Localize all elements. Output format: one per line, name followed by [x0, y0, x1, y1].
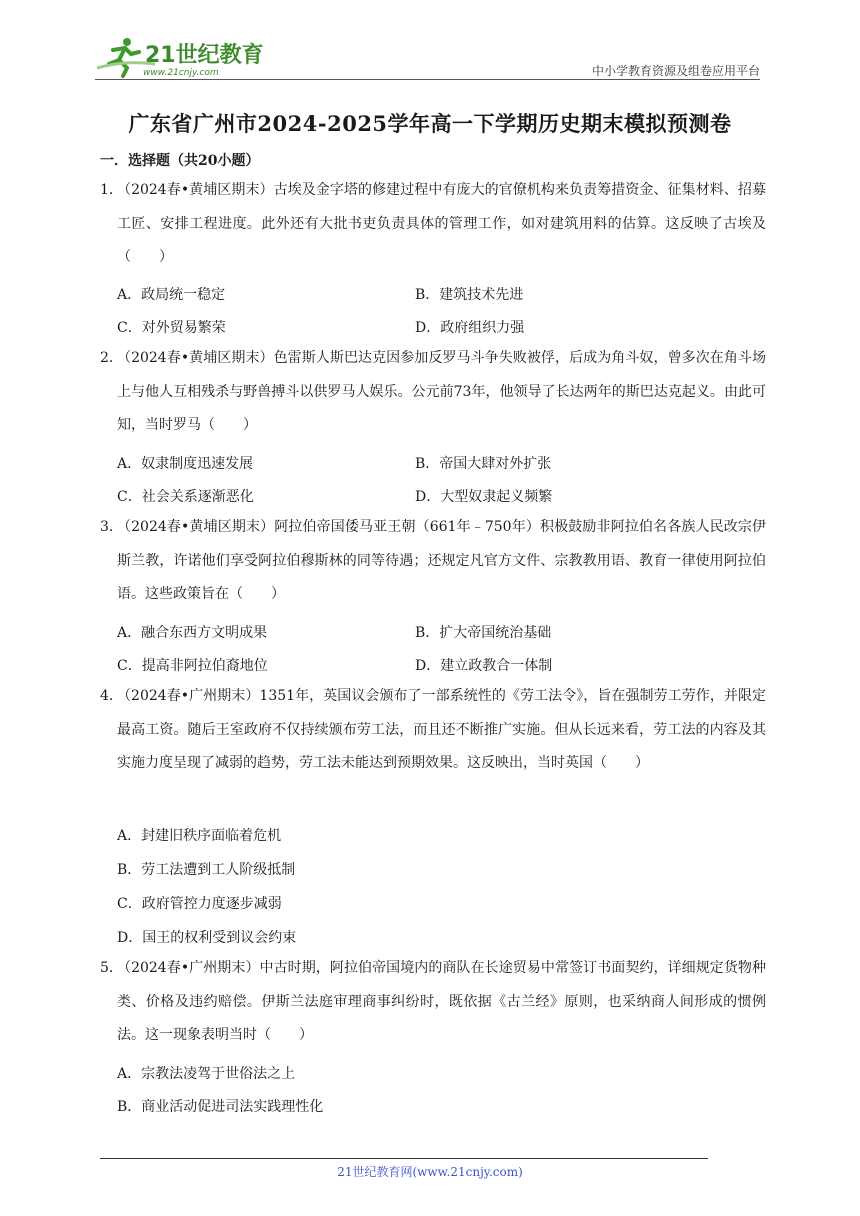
question-number: 3．: [100, 519, 123, 535]
logo-21cnjy: [95, 34, 265, 78]
option-a: A．政局统一稳定: [117, 287, 226, 303]
section-heading: 一．选择题（共20小题）: [100, 153, 260, 169]
question-stem: （2024春•广州期末）中古时期，阿拉伯帝国境内的商队在长途贸易中常签订书面契约，详细规定货物种类、价格及违约赔偿。伊斯兰法庭审理商事纠纷时，既依据《古兰经》原则，也采纳商人间形成的惯例法。这一现象表明当时（ ）: [117, 960, 766, 1043]
option-d: D．大型奴隶起义频繁: [415, 489, 553, 505]
option-b: B．劳工法遭到工人阶级抵制: [117, 862, 296, 878]
option-d: D．国王的权利受到议会约束: [117, 930, 297, 946]
question-5: [100, 952, 766, 1053]
platform-name: 中小学教育资源及组卷应用平台: [591, 64, 760, 78]
question-number: 5．: [100, 960, 123, 976]
page-title: 广东省广州市2024-2025学年高一下学期历史期末模拟预测卷: [128, 111, 732, 136]
question-stem: （2024春•黄埔区期末）古埃及金字塔的修建过程中有庞大的官僚机构来负责筹措资金、征集材料、招募工匠、安排工程进度。此外还有大批书吏负责具体的管理工作，如对建筑用料的估算。这反映了古埃及（ ）: [117, 182, 766, 265]
question-stem: （2024春•广州期末）1351年，英国议会颁布了一部系统性的《劳工法令》，旨在强制劳工劳作，并限定最高工资。随后王室政府不仅持续颁布劳工法，而且还不断推广实施。但从长远来看，劳工法的内容及其实施力度呈现了减弱的趋势，劳工法未能达到预期效果。这反映出，当时英国（ ）: [117, 688, 766, 771]
question-4: [100, 680, 766, 781]
question-number: 4．: [100, 688, 123, 704]
question-number: 2．: [100, 350, 123, 366]
page-header: [95, 30, 760, 82]
svg-text:www.21cnjy.com: www.21cnjy.com: [143, 68, 219, 78]
option-b: B．商业活动促进司法实践理性化: [117, 1099, 324, 1115]
option-a: A．封建旧秩序面临着危机: [117, 828, 282, 844]
footer-link[interactable]: 21世纪教育网(www.21cnjy.com): [337, 1165, 523, 1179]
option-c: C．提高非阿拉伯裔地位: [117, 658, 268, 674]
option-b: B．扩大帝国统治基础: [415, 625, 552, 641]
footer-divider: [100, 1158, 708, 1159]
question-stem: （2024春•黄埔区期末）色雷斯人斯巴达克因参加反罗马斗争失败被俘，后成为角斗奴，曾多次在角斗场上与他人互相残杀与野兽搏斗以供罗马人娱乐。公元前73年，他领导了长达两年的斯巴达克起义。由此可知，当时罗马（ ）: [117, 350, 766, 433]
option-d: D．政府组织力强: [415, 320, 525, 336]
option-c: C．政府管控力度逐步减弱: [117, 896, 282, 912]
question-stem: （2024春•黄埔区期末）阿拉伯帝国倭马亚王朝（661年﹣750年）积极鼓励非阿拉伯名各族人民改宗伊斯兰教，许诺他们享受阿拉伯穆斯林的同等待遇；还规定凡官方文件、宗教教用语、教育一律使用阿拉伯语。这些政策旨在（ ）: [117, 519, 766, 602]
option-c: C．社会关系逐渐恶化: [117, 489, 254, 505]
question-1: [100, 174, 766, 275]
option-b: B．建筑技术先进: [415, 287, 524, 303]
option-a: A．宗教法凌驾于世俗法之上: [117, 1066, 296, 1082]
question-2: [100, 342, 766, 443]
option-d: D．建立政教合一体制: [415, 658, 553, 674]
header-divider: [95, 79, 760, 80]
question-3: [100, 511, 766, 612]
option-a: A．奴隶制度迅速发展: [117, 456, 254, 472]
option-b: B．帝国大肆对外扩张: [415, 456, 552, 472]
svg-text:21世纪教育: 21世纪教育: [145, 43, 264, 68]
question-number: 1．: [100, 182, 123, 198]
option-c: C．对外贸易繁荣: [117, 320, 226, 336]
option-a: A．融合东西方文明成果: [117, 625, 268, 641]
